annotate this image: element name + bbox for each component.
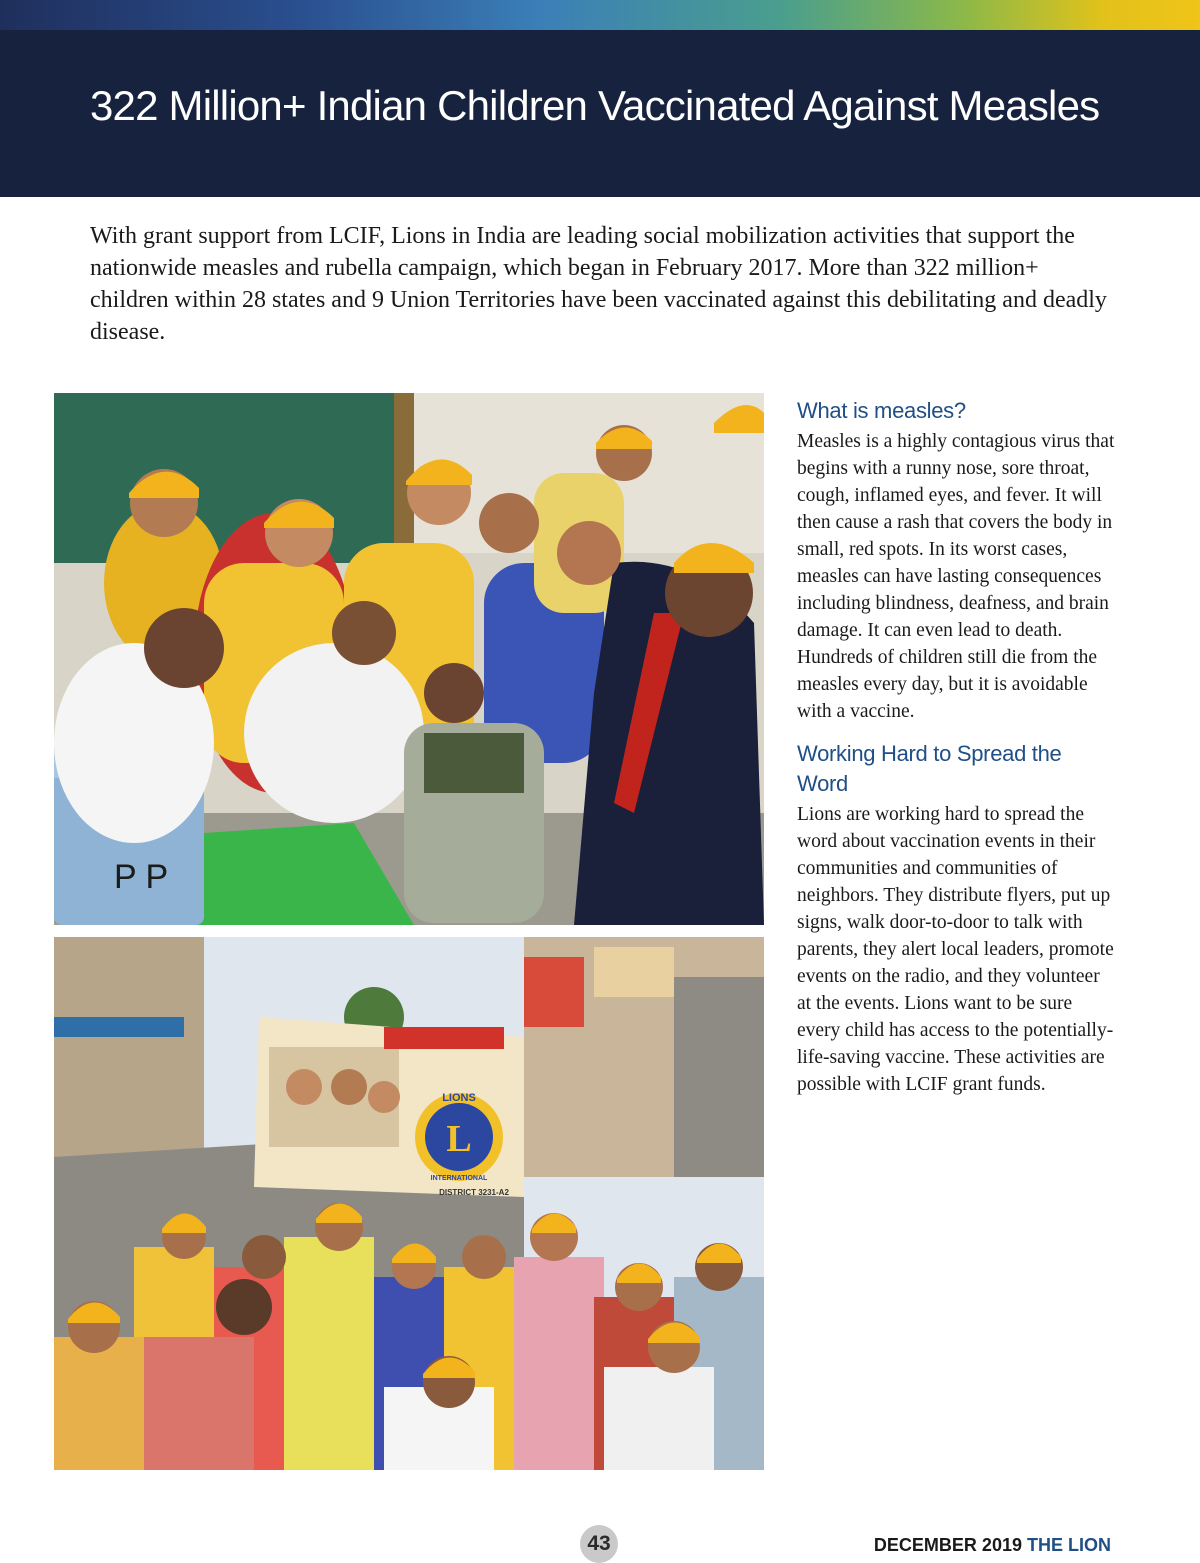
header-gradient-strip	[0, 0, 1200, 30]
banner-intl: INTERNATIONAL	[430, 1175, 488, 1182]
footer-date: DECEMBER 2019	[873, 1535, 1022, 1555]
footer-credit	[874, 1535, 1111, 1556]
sidebar	[797, 396, 1117, 1098]
measles-body: Measles is a highly contagious virus that begins with a runny nose, sore throat, cough, inflamed eyes, and fever. It will then cause a rash that covers the body in small, red spots. In its worst cases, measles can have lasting consequences including blindness, deafness, and brain damage. It can even lead to death. Hundreds of children still die from the measles every day, but it is avoidable with a vaccine.	[797, 431, 1115, 722]
rally-photo	[54, 937, 764, 1470]
banner-district: DISTRICT 3231-A2	[439, 1188, 509, 1197]
measles-heading: What is measles?	[797, 398, 966, 423]
intro-paragraph: With grant support from LCIF, Lions in India are leading social mobilization activities that support the nationwide measles and rubella campaign, which began in February 2017. More than 322 million+ children within 28 states and 9 Union Territories have been vaccinated against this debilitating and deadly disease.	[90, 223, 1107, 345]
spread-word-heading: Working Hard to Spread the Word	[797, 741, 1062, 796]
vaccination-photo	[54, 393, 764, 925]
cooler-label: P P	[114, 858, 169, 896]
banner-org: LIONS	[442, 1092, 476, 1104]
footer-publication: THE LION	[1027, 1535, 1111, 1555]
banner-letter: L	[446, 1118, 472, 1160]
page-number: 43	[580, 1525, 618, 1563]
spread-word-body: Lions are working hard to spread the word about vaccination events in their communities and communities of neighbors. They distribute flyers, put up signs, walk door-to-door to talk with parents, they alert local leaders, promote events on the radio, and they volunteer at the events. Lions want to be sure every child has access to the potentially-life-saving vaccine. These activities are possible with LCIF grant funds.	[797, 804, 1114, 1095]
page-title: 322 Million+ Indian Children Vaccinated Against Measles	[90, 82, 1100, 129]
